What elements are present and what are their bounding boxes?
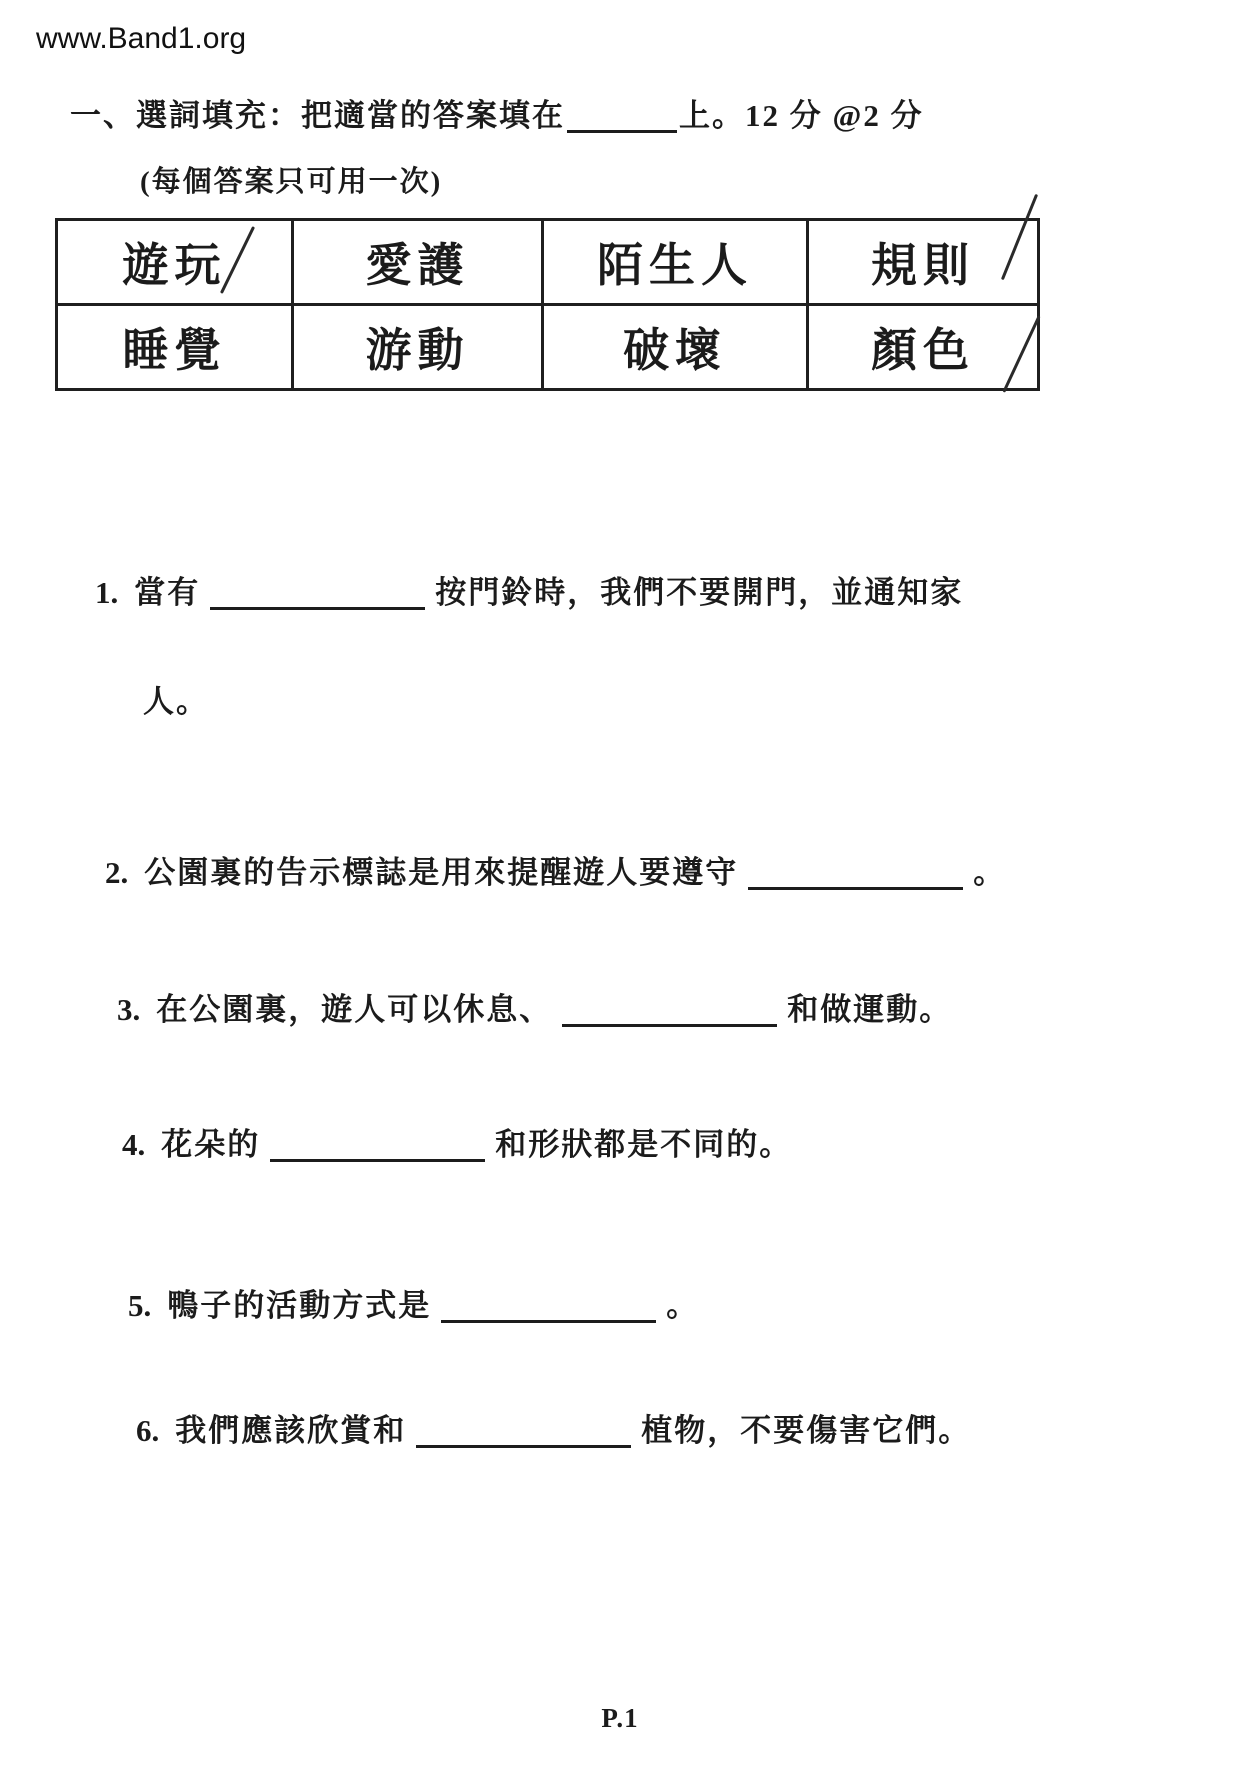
answer-blank <box>210 579 425 610</box>
question-text-before: 公園裏的告示標誌是用來提醒遊人要遵守 <box>144 855 739 890</box>
answer-blank <box>416 1417 631 1448</box>
word-bank-word: 睡覺 <box>122 325 227 376</box>
question-5 <box>128 1280 1240 1325</box>
question-text-after: 。 <box>666 1288 700 1323</box>
word-bank-cell <box>57 220 293 305</box>
word-bank-cell <box>292 220 542 305</box>
word-bank-word: 破壞 <box>623 325 728 376</box>
word-bank-row <box>57 220 1039 305</box>
heading-text-suffix: 上。12 分 @2 分 <box>679 98 924 133</box>
heading-blank <box>567 102 677 133</box>
heading-text-prefix: 一、選詞填充：把適當的答案填在 <box>70 98 565 133</box>
word-bank-cell <box>543 220 808 305</box>
tick-mark <box>1002 315 1040 392</box>
question-number: 1. <box>95 575 119 610</box>
question-number: 5. <box>128 1288 152 1323</box>
section-heading <box>70 90 1240 135</box>
word-bank-cell <box>807 305 1038 390</box>
instruction-note: (每個答案只可用一次) <box>140 166 443 198</box>
answer-blank <box>748 859 963 890</box>
answer-blank <box>270 1131 485 1162</box>
question-text-after: 按門鈴時，我們不要開門，並通知家 <box>435 575 964 610</box>
word-bank-word: 游動 <box>365 325 470 376</box>
question-text-before: 當有 <box>134 575 201 610</box>
word-bank-cell <box>807 220 1038 305</box>
word-bank-word: 規則 <box>870 240 975 291</box>
word-bank-word: 遊玩 <box>122 240 227 291</box>
question-3 <box>117 984 1240 1029</box>
word-bank-table <box>55 218 1040 391</box>
word-bank-row <box>57 305 1039 390</box>
word-bank-word: 愛護 <box>365 240 470 291</box>
question-text-after: 和形狀都是不同的。 <box>495 1127 793 1162</box>
question-text-before: 鴨子的活動方式是 <box>167 1288 432 1323</box>
question-4 <box>122 1119 1240 1164</box>
question-number: 3. <box>117 992 141 1027</box>
tick-mark <box>1001 194 1038 280</box>
word-bank-cell <box>543 305 808 390</box>
page-number: P.1 <box>601 1703 639 1733</box>
question-number: 4. <box>122 1127 146 1162</box>
question-text-before: 我們應該欣賞和 <box>175 1413 407 1448</box>
question-number: 6. <box>136 1413 160 1448</box>
question-text-after: 植物，不要傷害它們。 <box>641 1413 972 1448</box>
site-watermark: www.Band1.org <box>36 22 247 55</box>
question-number: 2. <box>105 855 129 890</box>
question-text-before: 花朵的 <box>161 1127 261 1162</box>
question-2 <box>105 847 1240 892</box>
word-bank-cell <box>292 305 542 390</box>
question-text-after: 。 <box>973 855 1007 890</box>
word-bank-word: 顏色 <box>870 325 975 376</box>
question-1 <box>95 567 1240 612</box>
question-1-continuation: 人。 <box>143 684 209 719</box>
question-text-after: 和做運動。 <box>787 992 953 1027</box>
word-bank-cell <box>57 305 293 390</box>
question-6 <box>136 1405 1240 1450</box>
question-text-before: 在公園裏，遊人可以休息、 <box>156 992 553 1027</box>
answer-blank <box>441 1292 656 1323</box>
word-bank-word: 陌生人 <box>597 240 754 291</box>
answer-blank <box>562 996 777 1027</box>
